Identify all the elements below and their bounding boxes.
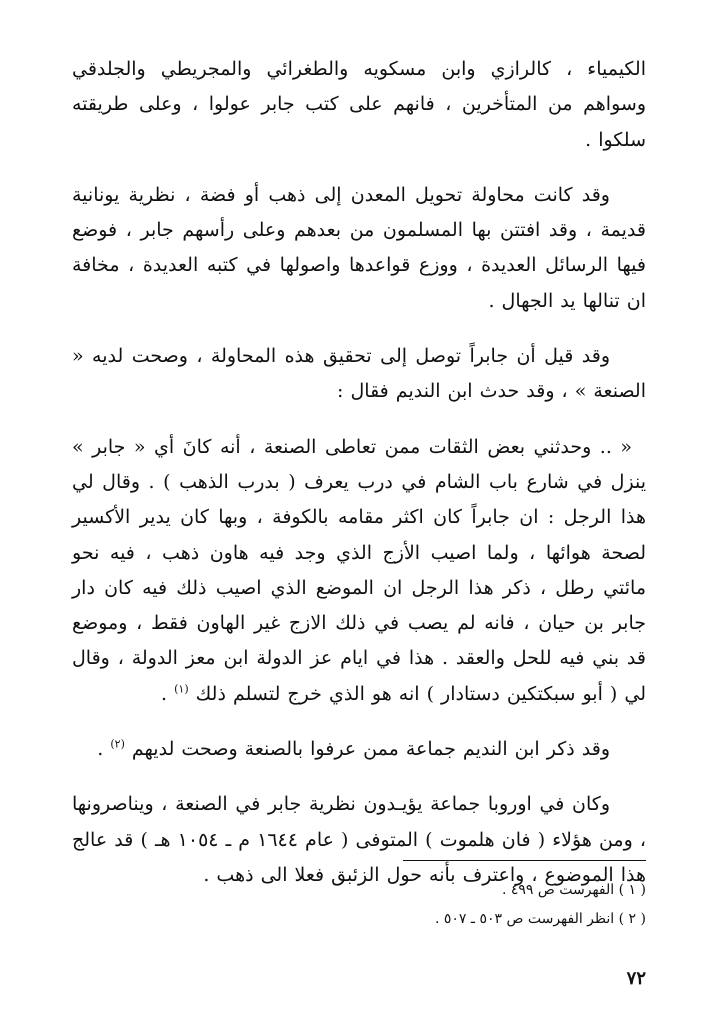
- paragraph-5: [72, 732, 646, 767]
- footnote-2: ( ٢ ) انظر الفهرست ص ٥٠٣ ـ ٥٠٧ .: [434, 911, 646, 927]
- footnote-divider: [403, 860, 646, 861]
- footnote-1: ( ١ ) الفهرست ص ٤٩٩ .: [501, 882, 646, 898]
- quote-text: « .. وحدثني بعض الثقات ممن تعاطى الصنعة ، أنه كانَ أي « جابر » ينزل في شارع باب الشام في درب يعرف ( بدرب الذهب ) . وقال لي هذا الرجل : ان جابراً كان اكثر مقامه بالكوفة ، وبها كان يدير الأكسير لصحة هوائها ، ولما اصيب الأزج الذي وجد فيه هاون ذهب ، فيه نحو مائتي رطل ، ذكر هذا الرجل ان الموضع الذي اصيب ذلك فيه كان دار جابر بن حيان ، فانه لم يصب في ذلك الازج غير الهاون فقط ، وموضع قد بني فيه للحل والعقد . هذا في ايام عز الدولة ابن معز الدولة ، وقال لي ( أبو سبكتكين دستادار ) انه هو الذي خرج لتسلم ذلك: [72, 435, 646, 705]
- paragraph-6: وكان في اوروبا جماعة يؤيـدون نظرية جابر في الصنعة ، ويناصرونها ، ومن هؤلاء ( فان هلموت ) المتوفى ( عام ١٦٤٤ م ـ ١٠٥٤ هـ ) قد عالج هذا الموضوع ، واعترف بأنه حول الزئبق فعلا الى ذهب .: [72, 793, 646, 886]
- paragraph-5-text: وقد ذكر ابن النديم جماعة ممن عرفوا بالصنعة وصحت لديهم: [131, 738, 610, 761]
- paragraph-3: وقد قيل أن جابراً توصل إلى تحقيق هذه المحاولة ، وصحت لديه « الصنعة » ، وقد حدث ابن النديم فقال :: [72, 345, 646, 403]
- page-number: ٧٢: [626, 968, 646, 989]
- footnote-marker-1[interactable]: (١): [174, 682, 189, 696]
- quote-tail: .: [161, 682, 175, 705]
- paragraph-4-quote: [72, 430, 646, 712]
- page-body: [72, 52, 646, 913]
- paragraph-5-tail: .: [97, 738, 111, 761]
- footnote-marker-2[interactable]: (٢): [110, 737, 125, 751]
- paragraph-1: الكيمياء ، كالرازي وابن مسكويه والطغرائي والمجريطي والجلدقي وسواهم من المتأخرين ، فانهم على كتب جابر عولوا ، وعلى طريقته سلكوا .: [72, 58, 646, 151]
- footnotes-section: [72, 876, 646, 934]
- paragraph-2: وقد كانت محاولة تحويل المعدن إلى ذهب أو فضة ، نظرية يونانية قديمة ، وقد افتتن بها المسلمون من بعدهم وعلى رأسهم جابر ، فوضع فيها الرسائل العديدة ، ووزع قواعدها واصولها في كتبه العديدة ، مخافة ان تنالها يد الجهال .: [72, 183, 646, 312]
